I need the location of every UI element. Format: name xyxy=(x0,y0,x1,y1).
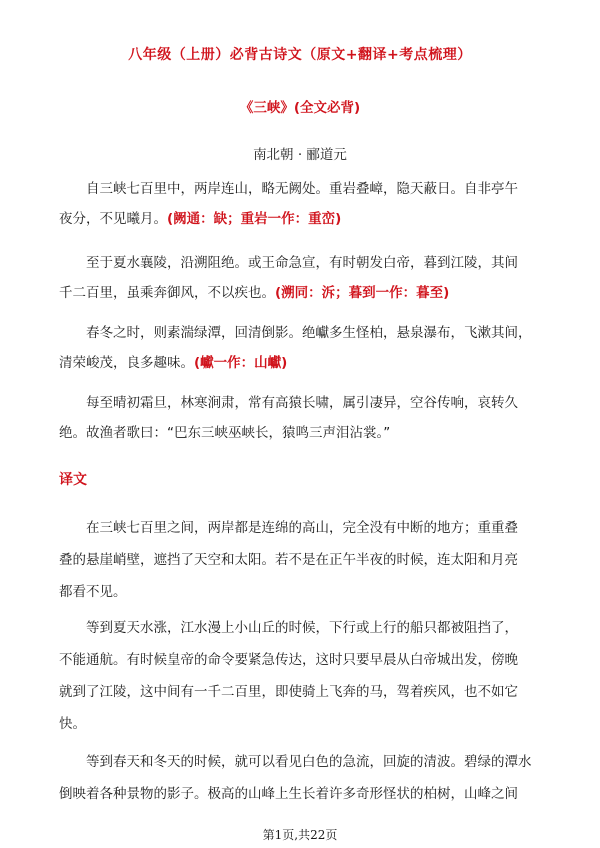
document-title: 八年级（上册）必背古诗文（原文+翻译+考点梳理） xyxy=(128,47,472,63)
text-line xyxy=(59,278,549,308)
translation-paragraph-1 xyxy=(59,512,549,608)
text-line: 叠的悬崖峭壁，遮挡了天空和太阳。若不是在正午半夜的时候，连太阳和月亮 xyxy=(59,552,518,568)
text-line xyxy=(59,348,549,378)
text-line xyxy=(59,204,549,234)
text-line: 倒映着各种景物的影子。极高的山峰上生长着许多奇形怪状的柏树，山峰之间 xyxy=(59,786,518,802)
text-line: 在三峡七百里之间，两岸都是连绵的高山，完全没有中断的地方；重重叠 xyxy=(86,520,518,536)
text-segment: 清荣峻茂，良多趣味。 xyxy=(59,355,194,371)
text-line: 都看不见。 xyxy=(59,584,127,600)
original-paragraph-2 xyxy=(59,248,549,308)
text-line: 至于夏水襄陵，沿溯阻绝。或王命急宣，有时朝发白帝，暮到江陵，其间 xyxy=(86,255,518,271)
poem-title: 《三峡》(全文必背) xyxy=(239,100,361,116)
text-segment: 千二百里，虽乘奔御风，不以疾也。 xyxy=(59,285,275,301)
text-line: 快。 xyxy=(59,716,86,732)
annotation-note: (溯同：泝；暮到一作：暮至) xyxy=(275,285,450,301)
original-paragraph-3 xyxy=(59,318,549,378)
translation-heading: 译文 xyxy=(59,472,87,488)
original-paragraph-4 xyxy=(59,388,549,448)
text-line: 自三峡七百里中，两岸连山，略无阙处。重岩叠嶂，隐天蔽日。自非亭午 xyxy=(86,181,518,197)
annotation-note: (阙通：缺；重岩一作：重峦) xyxy=(167,211,342,227)
annotation-note: (巘一作：山巘) xyxy=(194,355,288,371)
poem-author: 南北朝 · 郦道元 xyxy=(253,147,347,163)
text-line: 不能通航。有时候皇帝的命令要紧急传达，这时只要早晨从白帝城出发，傍晚 xyxy=(59,652,518,668)
text-line: 等到夏天水涨，江水漫上小山丘的时候，下行或上行的船只都被阻挡了， xyxy=(86,620,518,636)
translation-paragraph-3 xyxy=(59,746,549,810)
text-line: 每至晴初霜旦，林寒涧肃，常有高猿长啸，属引凄异，空谷传响，哀转久 xyxy=(86,395,518,411)
text-line: 春冬之时，则素湍绿潭，回清倒影。绝巘多生怪柏，悬泉瀑布，飞漱其间， xyxy=(86,325,532,341)
text-line: 绝。故渔者歌曰：“巴东三峡巫峡长，猿鸣三声泪沾裳。” xyxy=(59,425,391,441)
text-line: 等到春天和冬天的时候，就可以看见白色的急流，回旋的清波。碧绿的潭水 xyxy=(86,754,532,770)
original-paragraph-1 xyxy=(59,174,549,234)
page-indicator: 第1页,共22页 xyxy=(262,828,338,842)
text-segment: 夜分，不见曦月。 xyxy=(59,211,167,227)
translation-paragraph-2 xyxy=(59,612,549,740)
text-line: 就到了江陵，这中间有一千二百里，即使骑上飞奔的马，驾着疾风，也不如它 xyxy=(59,684,518,700)
